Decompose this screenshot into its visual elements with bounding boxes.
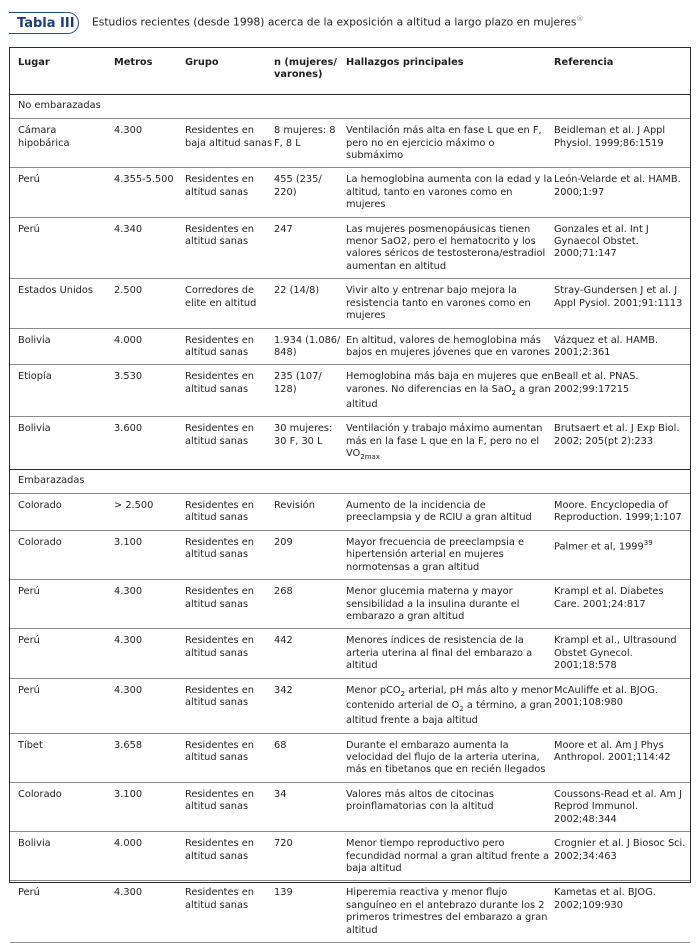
table-row [10, 417, 690, 469]
cell-lugar: Perú [18, 174, 40, 186]
section-no-embarazadas-label: No embarazadas [10, 94, 690, 118]
cell-n: 1.934 (1.086/ 848) [274, 334, 341, 358]
section-no-embarazadas [10, 94, 690, 118]
cell-metros: 4.340 [114, 223, 143, 235]
cell-n: 68 [274, 739, 287, 751]
column-header-referencia: Referencia [554, 57, 614, 68]
reference-text: Crognier et al. J Biosoc Sci. 2002;34:463 [554, 838, 686, 862]
cell-n: Revisión [274, 500, 315, 512]
caption-text: Estudios recientes (desde 1998) acerca de la exposición a altitud a largo plazo en mujeres [92, 15, 577, 29]
cell-n: 268 [274, 586, 293, 598]
cell-n: 30 mujeres: 30 F, 30 L [274, 423, 333, 447]
reference-text: Krampl et al., Ultrasound Obstet Gynecol. 2001;18:578 [554, 635, 677, 672]
column-header-grupo: Grupo [185, 57, 219, 68]
cell-n: 34 [274, 788, 287, 800]
cell-grupo: Residentes en altitud sanas [185, 635, 254, 659]
cell-referencia [554, 832, 690, 881]
cell-metros: 4.300 [114, 635, 143, 647]
cell-hallazgos: La hemoglobina aumenta con la edad y la altitud, tanto en varones como en mujeres [346, 174, 553, 211]
column-header-metros: Metros [114, 57, 153, 68]
reference-text: Vázquez et al. HAMB. 2001;2:361 [554, 334, 659, 358]
column-header-row [10, 48, 690, 94]
column-header-n: n (mujeres/ varones) [274, 57, 337, 81]
cell-grupo: Residentes en altitud sanas [185, 586, 254, 610]
cell-grupo: Residentes en altitud sanas [185, 838, 254, 862]
reference-text: Moore et al. Am J Phys Anthropol. 2001;114:42 [554, 739, 671, 764]
reference-text: Palmer et al, 1999 [554, 541, 644, 553]
cell-metros: 4.355-5.500 [114, 174, 174, 186]
cell-referencia [554, 881, 690, 943]
cell-grupo: Residentes en altitud sanas [185, 223, 254, 248]
table-frame [9, 47, 691, 936]
table-number-label: Tabla III [9, 12, 79, 34]
cell-n: 247 [274, 223, 293, 235]
cell-referencia [554, 417, 690, 469]
cell-grupo: Residentes en altitud sanas [185, 500, 254, 524]
cell-metros: 4.000 [114, 838, 143, 850]
cell-lugar: Bolivia [18, 838, 51, 850]
reference-text: McAuliffe et al. BJOG. 2001;108:980 [554, 684, 659, 708]
table-row [10, 832, 690, 881]
cell-lugar: Perú [18, 887, 40, 899]
table-row [10, 782, 690, 831]
cell-metros: 2.500 [114, 285, 143, 297]
cell-hallazgos: Menores índices de resistencia de la arteria uterina al final del embarazo a altitud [346, 635, 533, 672]
table-caption [92, 15, 583, 29]
cell-n: 22 (14/8) [274, 285, 320, 297]
reference-text: Beall et al. PNAS. 2002;99:17215 [554, 371, 639, 395]
cell-grupo: Residentes en altitud sanas [185, 536, 254, 561]
cell-grupo: Residentes en altitud sanas [185, 887, 254, 911]
caption-mark: ® [576, 15, 584, 23]
cell-metros: 3.100 [114, 536, 143, 548]
cell-referencia [554, 328, 690, 365]
cell-metros: 4.300 [114, 684, 143, 696]
cell-metros: 3.530 [114, 371, 143, 383]
cell-hallazgos: Menor tiempo reproductivo pero fecundidad normal a gran altitud frente a baja altitud [346, 838, 550, 874]
cell-referencia [554, 629, 690, 678]
cell-hallazgos: Ventilación más alta en fase L que en F, pero no en ejercicio máximo o submáximo [346, 125, 542, 162]
cell-grupo: Residentes en baja altitud sanas [185, 125, 273, 149]
table-header [9, 12, 691, 38]
cell-lugar: Perú [18, 586, 40, 598]
reference-text: Beidleman et al. J Appl Physiol. 1999;86:1519 [554, 125, 666, 149]
table-row [10, 629, 690, 678]
cell-lugar: Cámara hipobárica [18, 125, 70, 149]
cell-referencia [554, 494, 690, 531]
cell-referencia [554, 365, 690, 417]
section-embarazadas-label: Embarazadas [10, 469, 690, 493]
table-row [10, 217, 690, 279]
cell-lugar: Colorado [18, 536, 62, 548]
cell-metros: 4.000 [114, 334, 143, 346]
cell-metros: 4.300 [114, 887, 143, 899]
cell-grupo: Corredores de elite en altitud [185, 285, 257, 309]
cell-grupo: Residentes en altitud sanas [185, 684, 254, 708]
table-row [10, 168, 690, 217]
cell-referencia [554, 119, 690, 168]
cell-hallazgos: Las mujeres posmenopáusicas tienen menor SaO2, pero el hematocrito y los valores séricos de testosterona/estradiol aumentan en altitud [346, 223, 546, 272]
reference-text: Kametas et al. BJOG. 2002;109:930 [554, 887, 656, 911]
cell-hallazgos: Menor glucemia materna y mayor sensibilidad a la insulina durante el embarazo a gran altitud [346, 586, 520, 622]
cell-lugar: Perú [18, 223, 40, 235]
cell-lugar: Bolivia [18, 423, 51, 435]
cell-metros: 4.300 [114, 125, 143, 137]
cell-hallazgos: Valores más altos de citocinas proinflamatorias con la altitud [346, 788, 494, 813]
cell-metros: 4.300 [114, 586, 143, 598]
table-row [10, 530, 690, 579]
cell-n: 235 (107/ 128) [274, 371, 322, 395]
cell-hallazgos: En altitud, valores de hemoglobina más bajos en mujeres jóvenes que en varones [346, 334, 550, 358]
cell-hallazgos: Durante el embarazo aumenta la velocidad del flujo de la arteria uterina, más en tibetanos que en recién llegados [346, 739, 546, 776]
table-row [10, 494, 690, 531]
cell-metros: 3.600 [114, 423, 143, 435]
reference-text: Krampl et al. Diabetes Care. 2001;24:817 [554, 586, 664, 610]
table-row [10, 678, 690, 733]
cell-lugar: Bolivia [18, 334, 51, 346]
cell-n: 209 [274, 536, 293, 548]
cell-hallazgos: Hemoglobina más baja en mujeres que en varones. No diferencias en la SaO$_2$ a gran altitud [346, 371, 554, 411]
cell-hallazgos: Menor pCO$_2$ arterial, pH más alto y menor contenido arterial de $O_2$ a término, a gran altitud frente a baja altitud [346, 684, 553, 727]
table-row [10, 881, 690, 943]
column-header-lugar: Lugar [18, 57, 50, 68]
cell-lugar: Perú [18, 684, 40, 696]
table-row [10, 328, 690, 365]
cell-n: 8 mujeres: 8 F, 8 L [274, 125, 336, 149]
reference-text: Gonzales et al. Int J Gynaecol Obstet. 2000;71:147 [554, 223, 649, 260]
reference-text: Brutsaert et al. J Exp Biol. 2002; 205(pt 2):233 [554, 423, 680, 447]
cell-referencia [554, 279, 690, 328]
cell-n: 455 (235/ 220) [274, 174, 322, 198]
cell-lugar: Etiopía [18, 371, 52, 383]
cell-grupo: Residentes en altitud sanas [185, 174, 254, 198]
cell-lugar: Tíbet [18, 739, 43, 751]
cell-referencia [554, 217, 690, 279]
cell-hallazgos: Ventilación y trabajo máximo aumentan más en la fase L que en la F, pero no el $VO_{2max}$ [346, 423, 543, 462]
cell-referencia [554, 168, 690, 217]
cell-lugar: Colorado [18, 788, 62, 800]
cell-referencia [554, 530, 690, 579]
reference-text: Stray-Gundersen J et al. J Appl Pysiol. 2001;91:1113 [554, 285, 683, 309]
cell-grupo: Residentes en altitud sanas [185, 334, 254, 358]
cell-lugar: Perú [18, 635, 40, 647]
cell-grupo: Residentes en altitud sanas [185, 739, 254, 764]
cell-metros: > 2.500 [114, 500, 154, 512]
cell-grupo: Residentes en altitud sanas [185, 423, 254, 447]
column-header-hallazgos: Hallazgos principales [346, 57, 464, 68]
cell-referencia [554, 782, 690, 831]
cell-hallazgos: Vivir alto y entrenar bajo mejora la resistencia tanto en varones como en mujeres [346, 285, 531, 322]
reference-text: León-Velarde et al. HAMB. 2000;1:97 [554, 174, 681, 198]
cell-referencia [554, 580, 690, 629]
reference-text: Moore. Encyclopedia of Reproduction. 1999;1:107 [554, 500, 682, 524]
section-embarazadas [10, 469, 690, 493]
studies-table [10, 48, 690, 943]
cell-referencia [554, 678, 690, 733]
cell-hallazgos: Aumento de la incidencia de preeclampsia y de RCIU a gran altitud [346, 500, 532, 524]
cell-grupo: Residentes en altitud sanas [185, 371, 254, 395]
table-row [10, 279, 690, 328]
cell-hallazgos: Hiperemia reactiva y menor flujo sanguíneo en el antebrazo durante los 2 primeros trimestres del embarazo a gran altitud [346, 887, 548, 936]
table-row [10, 580, 690, 629]
table-row [10, 733, 690, 782]
reference-text: Coussons-Read et al. Am J Reprod Immunol. 2002;48:344 [554, 788, 683, 825]
cell-n: 720 [274, 838, 293, 850]
cell-metros: 3.100 [114, 788, 143, 800]
cell-grupo: Residentes en altitud sanas [185, 788, 254, 813]
table-row [10, 365, 690, 417]
cell-n: 342 [274, 684, 293, 696]
cell-n: 139 [274, 887, 293, 899]
table-row [10, 119, 690, 168]
cell-referencia [554, 733, 690, 782]
table-body [10, 94, 690, 942]
cell-lugar: Colorado [18, 500, 62, 512]
reference-citation-number: 39 [643, 538, 653, 547]
cell-metros: 3.658 [114, 739, 143, 751]
cell-hallazgos: Mayor frecuencia de preeclampsia e hipertensión arterial en mujeres normotensas a gran altitud [346, 536, 525, 573]
cell-lugar: Estados Unidos [18, 285, 93, 297]
cell-n: 442 [274, 635, 293, 647]
